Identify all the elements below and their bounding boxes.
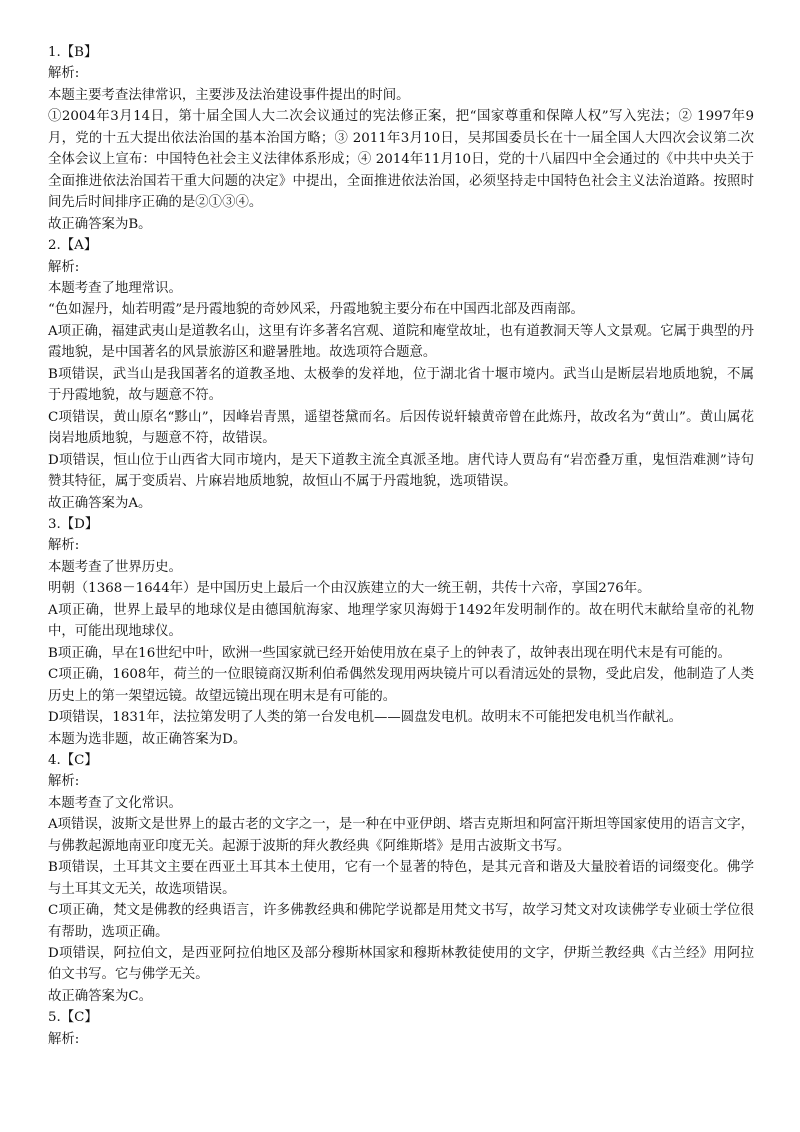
q1-topic: 本题主要考查法律常识，主要涉及法治建设事件提出的时间。	[48, 87, 410, 103]
answer-explanation-document	[48, 42, 754, 1050]
q1-analysis-label: 解析:	[48, 66, 80, 82]
q3-option-a: A项正确，世界上最早的地球仪是由德国航海家、地理学家贝海姆于1492年发明制作的。故在明代末献给皇帝的礼物中，可能出现地球仪。	[48, 602, 754, 640]
q1-conclusion: 故正确答案为B。	[48, 216, 152, 232]
q2-option-a: A项正确，福建武夷山是道教名山，这里有许多著名宫观、道院和庵堂故址，也有道教洞天等人文景观。它属于典型的丹霞地貌，是中国著名的风景旅游区和避暑胜地。故选项符合题意。	[48, 323, 754, 361]
q3-analysis-label: 解析:	[48, 538, 80, 554]
q2-option-d: D项错误，恒山位于山西省大同市境内，是天下道教主流全真派圣地。唐代诗人贾岛有“岩峦叠万重，鬼恒浩难测”诗句赞其特征，属于变质岩、片麻岩地质地貌，故恒山不属于丹霞地貌，选项错误。	[48, 452, 754, 490]
q3-topic: 本题考查了世界历史。	[48, 559, 182, 575]
q1-explanation: ①2004年3月14日，第十届全国人大二次会议通过的宪法修正案，把“国家尊重和保障人权”写入宪法；② 1997年9月，党的十五大提出依法治国的基本治国方略；③ 2011年3月10日，吴邦国委员长在十一届全国人大四次会议第二次全体会议上宣布：中国特色社会主义法律体系形成；④ 2014年11月10日，党的十八届四中全会通过的《中共中央关于全面推进依法治国若干重大问题的决定》中提出，全面推进依法治国，必须坚持走中国特色社会主义法治道路。按照时间先后时间排序正确的是②①③④。	[48, 109, 754, 211]
q3-option-d: D项错误，1831年，法拉第发明了人类的第一台发电机——圆盘发电机。故明末不可能把发电机当作献礼。	[48, 710, 682, 726]
q4-topic: 本题考查了文化常识。	[48, 795, 182, 811]
q4-answer-heading: 4.【C】	[48, 752, 98, 768]
q3-conclusion: 本题为选非题，故正确答案为D。	[48, 731, 247, 747]
q2-option-c: C项错误，黄山原名“黟山”，因峰岩青黑，遥望苍黛而名。后因传说轩辕黄帝曾在此炼丹，故改名为“黄山”。黄山属花岗岩地质地貌，与题意不符，故错误。	[48, 409, 754, 447]
q2-intro: “色如渥丹，灿若明霞”是丹霞地貌的奇妙风采，丹霞地貌主要分布在中国西北部及西南部。	[48, 302, 584, 318]
q3-option-b: B项正确，早在16世纪中叶，欧洲一些国家就已经开始使用放在桌子上的钟表了，故钟表出现在明代末是有可能的。	[48, 645, 732, 661]
q2-answer-heading: 2.【A】	[48, 238, 98, 254]
q2-option-b: B项错误，武当山是我国著名的道教圣地、太极拳的发祥地，位于湖北省十堰市境内。武当山是断层岩地质地貌，不属于丹霞地貌，故与题意不符。	[48, 366, 754, 404]
q5-answer-heading: 5.【C】	[48, 1010, 98, 1026]
q4-option-d: D项错误，阿拉伯文，是西亚阿拉伯地区及部分穆斯林国家和穆斯林教徒使用的文字，伊斯兰教经典《古兰经》用阿拉伯文书写。它与佛学无关。	[48, 946, 754, 983]
q3-intro: 明朝（1368－1644年）是中国历史上最后一个由汉族建立的大一统王朝，共传十六帝，享国276年。	[48, 581, 651, 597]
q2-analysis-label: 解析:	[48, 259, 80, 275]
q4-option-a: A项错误，波斯文是世界上的最古老的文字之一，是一种在中亚伊朗、塔吉克斯坦和阿富汗斯坦等国家使用的语言文字，与佛教起源地南亚印度无关。起源于波斯的拜火教经典《阿维斯塔》是用古波斯文书写。	[48, 817, 754, 854]
q1-answer-heading: 1.【B】	[48, 45, 98, 60]
q4-analysis-label: 解析:	[48, 774, 80, 790]
q2-conclusion: 故正确答案为A。	[48, 495, 152, 511]
q4-option-b: B项错误，土耳其文主要在西亚土耳其本土使用，它有一个显著的特色，是其元音和谐及大量胶着语的词缀变化。佛学与土耳其文无关，故选项错误。	[48, 860, 754, 897]
q3-option-c: C项正确，1608年，荷兰的一位眼镜商汉斯利伯希偶然发现用两块镜片可以看清远处的景物，受此启发，他制造了人类历史上的第一架望远镜。故望远镜出现在明末是有可能的。	[48, 667, 754, 704]
q2-topic: 本题考查了地理常识。	[48, 280, 182, 296]
q3-answer-heading: 3.【D】	[48, 516, 99, 532]
q4-conclusion: 故正确答案为C。	[48, 988, 152, 1004]
q4-option-c: C项正确，梵文是佛教的经典语言，许多佛教经典和佛陀学说都是用梵文书写，故学习梵文对攻读佛学专业硕士学位很有帮助，选项正确。	[48, 903, 754, 940]
q5-analysis-label: 解析:	[48, 1031, 80, 1047]
